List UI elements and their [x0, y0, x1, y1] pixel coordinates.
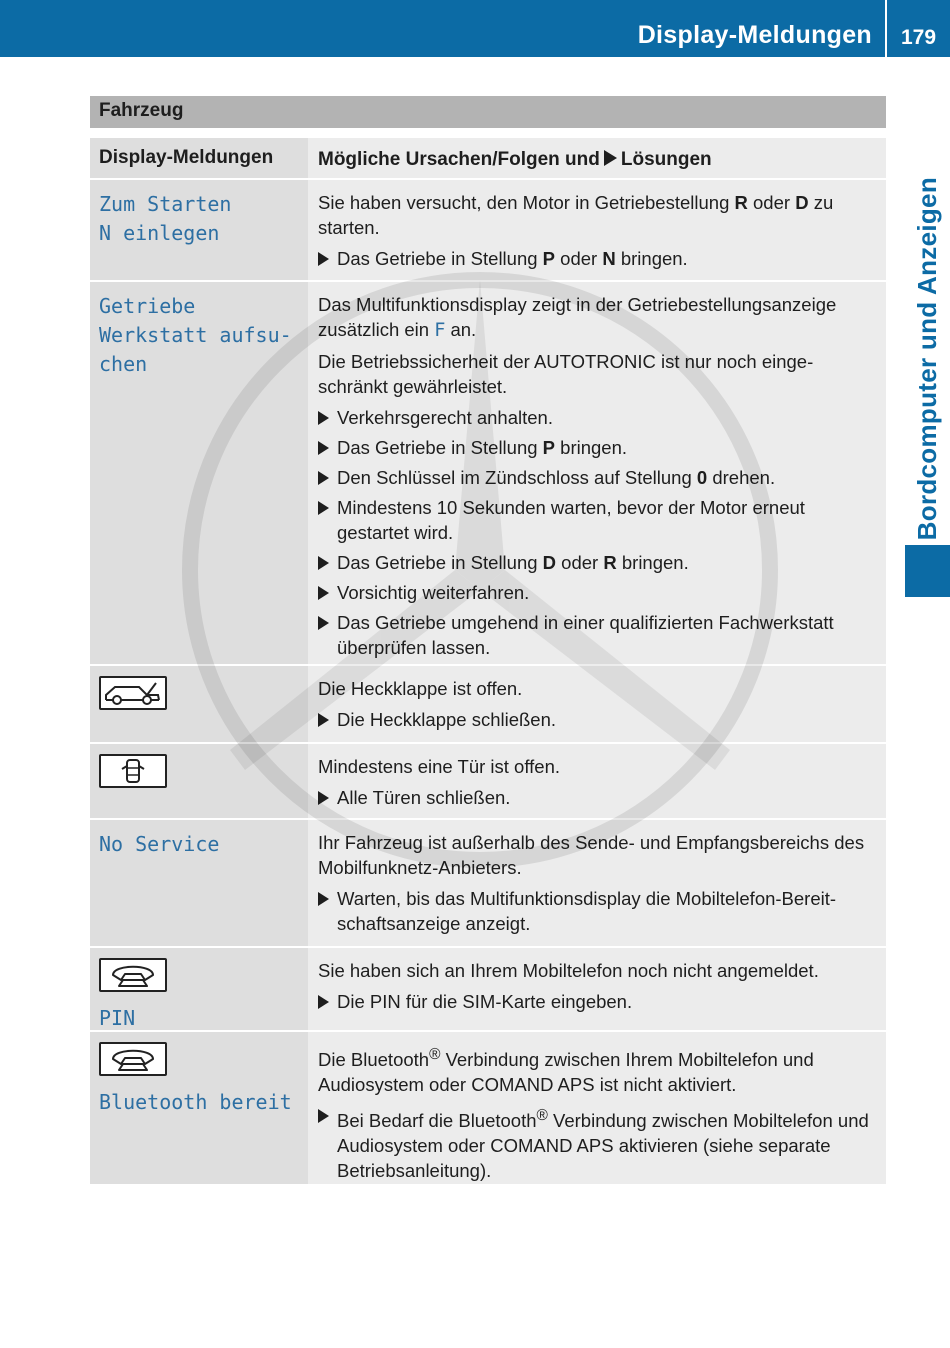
arrow-right-icon	[318, 1109, 329, 1123]
text-segment: Den Schlüssel im Zündschloss auf Stellung	[337, 467, 697, 488]
arrow-right-icon	[318, 471, 329, 485]
solution-cell	[308, 282, 886, 664]
arrow-right-icon	[318, 411, 329, 425]
action-step	[318, 435, 877, 460]
solution-cell	[308, 948, 886, 1030]
action-step	[318, 580, 877, 605]
table-row	[90, 666, 886, 744]
text-segment: Warten, bis das Multifunktionsdisplay die Mobiltelefon-Bereit-schaftsanzeige anzeigt.	[337, 888, 837, 934]
arrow-right-icon	[318, 892, 329, 906]
text-segment: bringen.	[616, 552, 689, 573]
registered-mark: ®	[429, 1046, 441, 1063]
display-message: Zum Starten N einlegen	[99, 192, 232, 245]
chapter-tab-label	[905, 140, 950, 540]
gear-d: D	[795, 192, 809, 213]
action-step	[318, 465, 877, 490]
phone-icon	[99, 958, 167, 992]
table-header-row	[90, 138, 886, 180]
table-row	[90, 180, 886, 282]
text-segment: Vorsichtig weiterfahren.	[337, 582, 530, 603]
registered-mark: ®	[536, 1107, 548, 1125]
text-segment: Die PIN für die SIM-Karte eingeben.	[337, 991, 633, 1012]
action-step	[318, 707, 877, 732]
text-segment: Die Bluetooth	[318, 1049, 430, 1071]
action-step	[318, 989, 877, 1014]
section-title: Fahrzeug	[90, 96, 886, 128]
action-step	[318, 405, 877, 430]
page-title: Display-Meldungen	[637, 21, 872, 49]
display-message-cell	[90, 948, 308, 1030]
gear-r: R	[603, 552, 617, 573]
action-step	[318, 550, 877, 575]
display-symbol-f: F	[434, 320, 446, 341]
chapter-tab-marker	[905, 545, 950, 597]
gear-p: P	[542, 437, 556, 458]
arrow-right-icon	[318, 586, 329, 600]
table-row	[90, 282, 886, 666]
column-header-display: Display-Meldungen	[90, 138, 308, 178]
key-position-0: 0	[696, 467, 708, 488]
column-header-causes	[308, 138, 886, 178]
display-message-cell	[90, 820, 308, 946]
arrow-right-icon	[318, 713, 329, 727]
display-message: Bluetooth bereit	[99, 1090, 292, 1114]
cause-text: Mindestens eine Tür ist offen.	[318, 756, 561, 777]
cause-text	[318, 1042, 877, 1097]
text-segment: oder	[555, 248, 603, 269]
text-segment: bringen.	[615, 248, 688, 269]
arrow-right-icon	[318, 252, 329, 266]
chapter-title: Bordcomputer und Anzeigen	[912, 176, 942, 540]
solution-cell	[308, 744, 886, 818]
arrow-right-icon	[318, 501, 329, 515]
table-row	[90, 820, 886, 948]
text-segment: an.	[445, 319, 477, 340]
table-row	[90, 744, 886, 820]
text-segment: oder	[556, 552, 604, 573]
action-step	[318, 246, 877, 271]
page-number: 179	[900, 26, 937, 49]
solution-cell	[308, 820, 886, 946]
cause-text	[318, 190, 877, 240]
action-step	[318, 785, 877, 810]
action-step	[318, 610, 877, 660]
display-message: Getriebe Werkstatt aufsu- chen	[99, 294, 292, 376]
display-message-cell	[90, 1032, 308, 1184]
action-step	[318, 1103, 877, 1183]
column-header-causes-a: Mögliche Ursachen/Folgen und	[318, 149, 600, 170]
cause-text: Die Heckklappe ist offen.	[318, 678, 523, 699]
gear-n: N	[602, 248, 616, 269]
display-message-cell	[90, 666, 308, 742]
cause-text: Sie haben sich an Ihrem Mobiltelefon noch nicht angemeldet.	[318, 960, 819, 981]
text-segment: Alle Türen schließen.	[337, 787, 511, 808]
arrow-right-icon	[318, 616, 329, 630]
text-segment: Das Multifunktionsdisplay zeigt in der Getriebestellungsanzeige zusätzlich ein	[318, 294, 837, 340]
text-segment: zu starten.	[318, 192, 834, 238]
gear-p: P	[542, 248, 556, 269]
arrow-right-icon	[318, 791, 329, 805]
cause-text	[318, 292, 877, 343]
text-segment: bringen.	[555, 437, 628, 458]
solution-cell	[308, 666, 886, 742]
text-segment: Bei Bedarf die Bluetooth	[337, 1110, 537, 1132]
text-segment: Verbindung zwischen Ihrem Mobiltelefon und Audiosystem oder COMAND APS ist nicht aktiviert.	[318, 1049, 814, 1096]
text-segment: Verbindung zwischen Mobiltelefon und Audiosystem oder COMAND APS aktivieren (siehe separate Betriebsanleitung).	[337, 1110, 869, 1182]
solution-cell	[308, 180, 886, 280]
action-step	[318, 495, 877, 545]
gear-r: R	[734, 192, 748, 213]
tailgate-open-icon	[99, 676, 167, 710]
text-segment: Das Getriebe in Stellung	[337, 248, 543, 269]
arrow-right-icon	[318, 441, 329, 455]
table-row	[90, 948, 886, 1032]
door-open-icon	[99, 754, 167, 788]
display-message-cell	[90, 744, 308, 818]
text-segment: Das Getriebe in Stellung	[337, 437, 543, 458]
solution-cell	[308, 1032, 886, 1184]
table-row	[90, 1032, 886, 1184]
text-segment: oder	[747, 192, 796, 213]
column-header-causes-b: Lösungen	[620, 149, 712, 170]
cause-text: Ihr Fahrzeug ist außerhalb des Sende- und Empfangsbereichs des Mobilfunknetz-Anbieters.	[318, 832, 865, 878]
text-segment: Mindestens 10 Sekunden warten, bevor der Motor erneut gestartet wird.	[337, 497, 805, 543]
arrow-right-icon	[604, 150, 617, 166]
text-segment: Das Getriebe in Stellung	[337, 552, 543, 573]
action-step	[318, 886, 877, 936]
text-segment: Verkehrsgerecht anhalten.	[337, 407, 553, 428]
arrow-right-icon	[318, 556, 329, 570]
messages-table	[90, 138, 886, 1184]
text-segment: Die Heckklappe schließen.	[337, 709, 557, 730]
display-message-cell	[90, 282, 308, 664]
text-segment: Das Getriebe umgehend in einer qualifizierten Fachwerkstatt überprüfen lassen.	[337, 612, 834, 658]
display-message: No Service	[99, 832, 220, 856]
display-message-cell	[90, 180, 308, 280]
text-segment: drehen.	[707, 467, 776, 488]
cause-text: Die Betriebssicherheit der AUTOTRONIC ist nur noch einge-schränkt gewährleistet.	[318, 351, 814, 397]
gear-d: D	[542, 552, 557, 573]
arrow-right-icon	[318, 995, 329, 1009]
text-segment: Sie haben versucht, den Motor in Getriebestellung	[318, 192, 735, 213]
display-message: PIN	[99, 1006, 136, 1030]
phone-icon	[99, 1042, 167, 1076]
